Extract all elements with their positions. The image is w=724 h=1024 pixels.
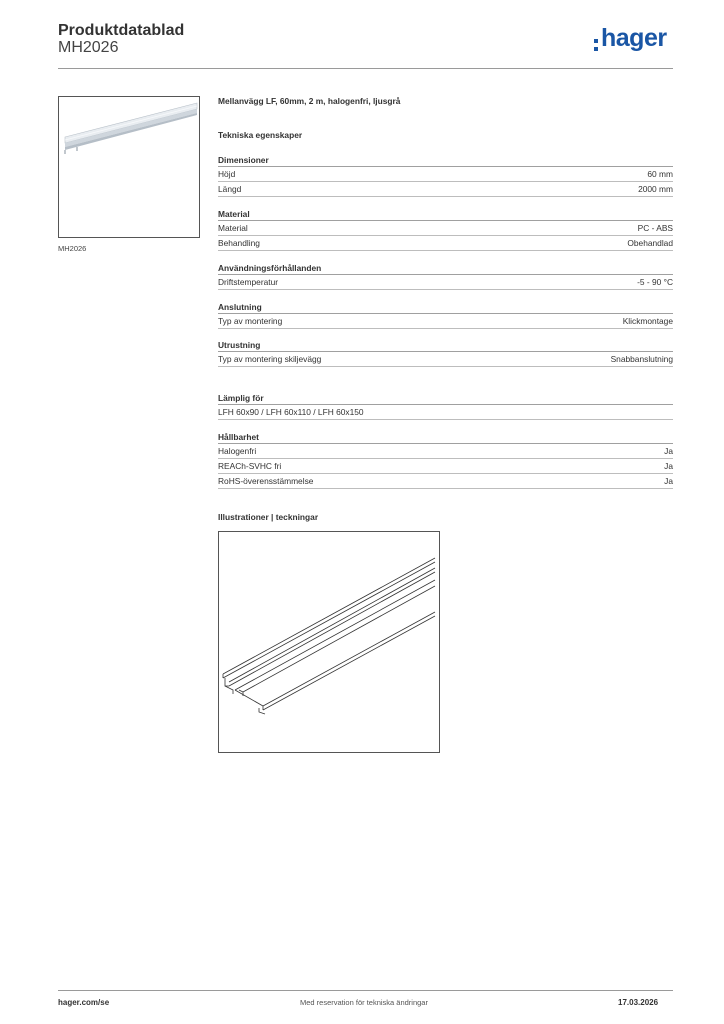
- cable-trunking-divider-image: [59, 97, 199, 237]
- footer-website: hager.com/se: [58, 998, 110, 1007]
- footer-date: 17.03.2026: [618, 998, 659, 1007]
- technical-drawing-image: [219, 532, 439, 752]
- footer-disclaimer: Med reservation för tekniska ändringar: [300, 998, 428, 1007]
- spec-value: Ja: [664, 476, 673, 486]
- spec-label: REACh-SVHC fri: [218, 461, 282, 471]
- spec-value: 60 mm: [647, 169, 673, 179]
- product-code: MH2026: [58, 39, 119, 56]
- spec-value: 2000 mm: [638, 184, 673, 194]
- section-suitable-for: [218, 392, 673, 420]
- spec-label: Typ av montering: [218, 316, 283, 326]
- section-usage-conditions: [218, 262, 673, 290]
- spec-row: [218, 444, 673, 459]
- section-dimensions: [218, 154, 673, 197]
- section-sustainability: [218, 431, 673, 489]
- section-title: Lämplig för: [218, 392, 673, 405]
- spec-row: [218, 182, 673, 197]
- spec-value: PC - ABS: [637, 223, 673, 233]
- spec-row: [218, 167, 673, 182]
- hager-logo: [594, 24, 667, 54]
- logo-text: hager: [601, 24, 667, 52]
- section-title: Dimensioner: [218, 154, 673, 167]
- spec-value: Obehandlad: [627, 238, 673, 248]
- spec-label: RoHS-överensstämmelse: [218, 476, 314, 486]
- product-thumbnail: [58, 96, 200, 238]
- logo-dots-icon: [594, 39, 598, 51]
- footer-divider: [58, 990, 673, 991]
- spec-label: Behandling: [218, 238, 260, 248]
- spec-label: LFH 60x90 / LFH 60x110 / LFH 60x150: [218, 407, 364, 417]
- spec-label: Driftstemperatur: [218, 277, 279, 287]
- tech-heading: Tekniska egenskaper: [218, 130, 303, 140]
- spec-value: Ja: [664, 461, 673, 471]
- spec-row: [218, 314, 673, 329]
- spec-value: -5 - 90 °C: [637, 277, 673, 287]
- spec-label: Höjd: [218, 169, 236, 179]
- spec-row: [218, 236, 673, 251]
- spec-label: Längd: [218, 184, 242, 194]
- illustrations-title: Illustrationer | teckningar: [218, 512, 319, 522]
- spec-value: Ja: [664, 446, 673, 456]
- spec-row: [218, 352, 673, 367]
- spec-label: Typ av montering skiljevägg: [218, 354, 322, 364]
- spec-label: Material: [218, 223, 248, 233]
- section-title: Hållbarhet: [218, 431, 673, 444]
- section-material: [218, 208, 673, 251]
- section-title: Anslutning: [218, 301, 673, 314]
- product-title: Mellanvägg LF, 60mm, 2 m, halogenfri, ljusgrå: [218, 96, 401, 106]
- spec-value: Klickmontage: [622, 316, 673, 326]
- section-title: Användningsförhållanden: [218, 262, 673, 275]
- section-equipment: [218, 339, 673, 367]
- spec-row: [218, 405, 673, 420]
- spec-value: Snabbanslutning: [610, 354, 673, 364]
- section-title: Utrustning: [218, 339, 673, 352]
- spec-row: [218, 459, 673, 474]
- header-divider: [58, 68, 673, 69]
- section-connection: [218, 301, 673, 329]
- technical-drawing: [218, 531, 440, 753]
- page-title: Produktdatablad: [58, 22, 185, 39]
- thumbnail-caption: MH2026: [58, 244, 87, 253]
- spec-label: Halogenfri: [218, 446, 257, 456]
- spec-row: [218, 474, 673, 489]
- spec-row: [218, 221, 673, 236]
- section-title: Material: [218, 208, 673, 221]
- spec-row: [218, 275, 673, 290]
